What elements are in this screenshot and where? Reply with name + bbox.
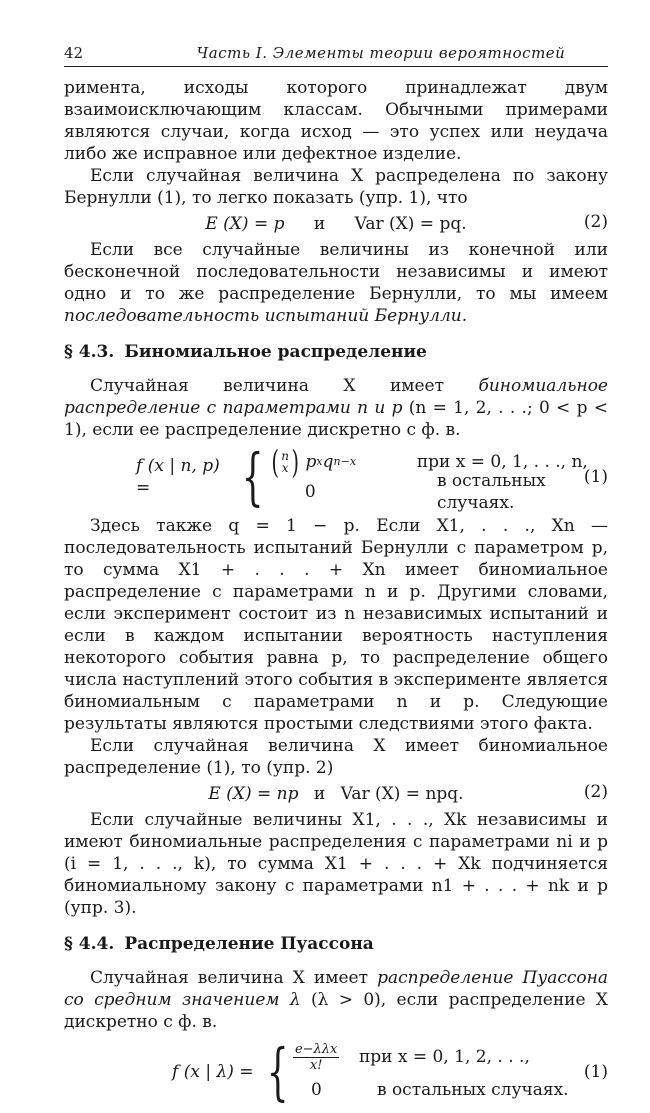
page-number: 42 (64, 44, 84, 62)
fraction (293, 1042, 339, 1073)
case-2-condition: в остальных случаях. (436, 471, 546, 513)
equation-binomial-moments (64, 781, 608, 807)
formula-lhs: f (x | n, p) = (136, 456, 220, 498)
paragraph-4-tail: (n = 1, 2, . . .; 0 < p < 1), если ее распределение дискретно с ф. в. (64, 398, 608, 440)
case-1-condition: при x = 0, 1, . . ., n, (416, 452, 588, 472)
q-symbol: q (322, 452, 334, 472)
paragraph-3-lead: Если все случайные величины из конечной или бесконечной последовательности независимы и имеют одно и то же распределение Бернулли, то мы имеем (64, 240, 608, 304)
paragraph-8-tail: (λ > 0), если распределение X дискретно с ф. в. (64, 990, 608, 1032)
p-symbol: p (305, 452, 317, 472)
binom-bottom: x (281, 461, 289, 475)
fraction-numerator: e−λλx (294, 1041, 338, 1057)
eq-rhs: Var (X) = npq. (340, 784, 464, 804)
section-title: Распределение Пуассона (124, 934, 374, 954)
case-2-expr: 0 (304, 482, 316, 502)
eq-lhs: E (X) = np (208, 784, 299, 804)
binom-top: n (281, 449, 290, 463)
formula-cases (269, 443, 608, 513)
term-bernoulli-sequence: последовательность испытаний Бернулли. (64, 306, 468, 326)
section-heading-4-3 (64, 341, 608, 363)
binomial-coefficient: ( n x ) (271, 443, 300, 481)
section-heading-4-4 (64, 933, 608, 955)
left-brace: { (266, 1035, 289, 1108)
case-2 (293, 1075, 569, 1105)
paragraph-5: Здесь также q = 1 − p. Если X1, . . ., Xn — последовательность испытаний Бернулли с параметром p, то сумма X1 + . . . + Xn имеет биномиальное распределение с параметрами n и p. Другими словами, если эксперимент состоит из n независимых испытаний и если в каждом испытании вероятность наступления некоторого события равна p, то распределение общего числа наступлений этого события в эксперименте является биномиальным с параметрами n и p. Следующие результаты являются простыми следствиями этого факта. (64, 516, 608, 734)
paragraph-1: римента, исходы которого принадлежат двум взаимоисключающим классам. Обычными примерами являются случаи, когда исход — это успех или неудача либо же исправное или дефектное изделие. (64, 78, 608, 164)
paragraph-7: Если случайные величины X1, . . ., Xk независимы и имеют биномиальные распределения с параметрами ni и p (i = 1, . . ., k), то сумма X1 + . . . + Xk подчиняется биномиальному закону с параметрами n1 + . . . + nk и p (упр. 3). (64, 810, 608, 918)
case-1-expr: ( n x ) p x q n−x (269, 447, 417, 477)
section-mark: § 4.3. (64, 342, 115, 362)
paragraph-4-lead: Случайная величина X имеет (90, 376, 479, 396)
section-mark: § 4.4. (64, 934, 115, 954)
case-2-expr: 0 (310, 1080, 322, 1100)
case-1 (293, 1039, 569, 1075)
case-2 (269, 471, 608, 513)
eq-conj: и (313, 214, 326, 234)
term-binomial: биномиальное распределение с параметрами n и p (64, 376, 608, 418)
formula-cases (293, 1039, 569, 1105)
paragraph-8 (64, 967, 608, 1033)
paragraph-4 (64, 375, 608, 441)
case-2-condition: в остальных случаях. (376, 1080, 569, 1100)
case-1-expr (293, 1042, 359, 1073)
eq-conj: и (313, 784, 326, 804)
fraction-denominator: x! (309, 1057, 323, 1073)
formula-lhs: f (x | λ) = (172, 1062, 254, 1082)
book-page (64, 42, 608, 1113)
equation-number: (1) (583, 467, 608, 487)
paragraph-6: Если случайная величина X имеет биномиальное распределение (1), то (упр. 2) (64, 736, 608, 778)
eq-rhs: Var (X) = pq. (354, 214, 467, 234)
equation-number: (2) (583, 782, 608, 802)
equation-number: (2) (583, 212, 608, 232)
paragraph-8-lead: Случайная величина X имеет (90, 968, 378, 988)
case-1-condition: при x = 0, 1, 2, . . ., (358, 1047, 530, 1067)
formula-binomial-pmf (64, 440, 608, 513)
running-title: Часть I. Элементы теории вероятностей (196, 44, 566, 62)
section-title: Биномиальное распределение (124, 342, 427, 362)
equation-bernoulli-moments (64, 211, 608, 237)
term-poisson: распределение Пуассона со средним значением λ (64, 968, 608, 1010)
paragraph-2: Если случайная величина X распределена по закону Бернулли (1), то легко показать (упр. 1), что (64, 166, 608, 208)
equation-number: (1) (583, 1062, 608, 1082)
running-header (64, 42, 608, 67)
formula-poisson-pmf (64, 1035, 608, 1108)
eq-lhs: E (X) = p (205, 214, 285, 234)
left-brace: { (242, 440, 264, 513)
paragraph-3 (64, 239, 608, 327)
